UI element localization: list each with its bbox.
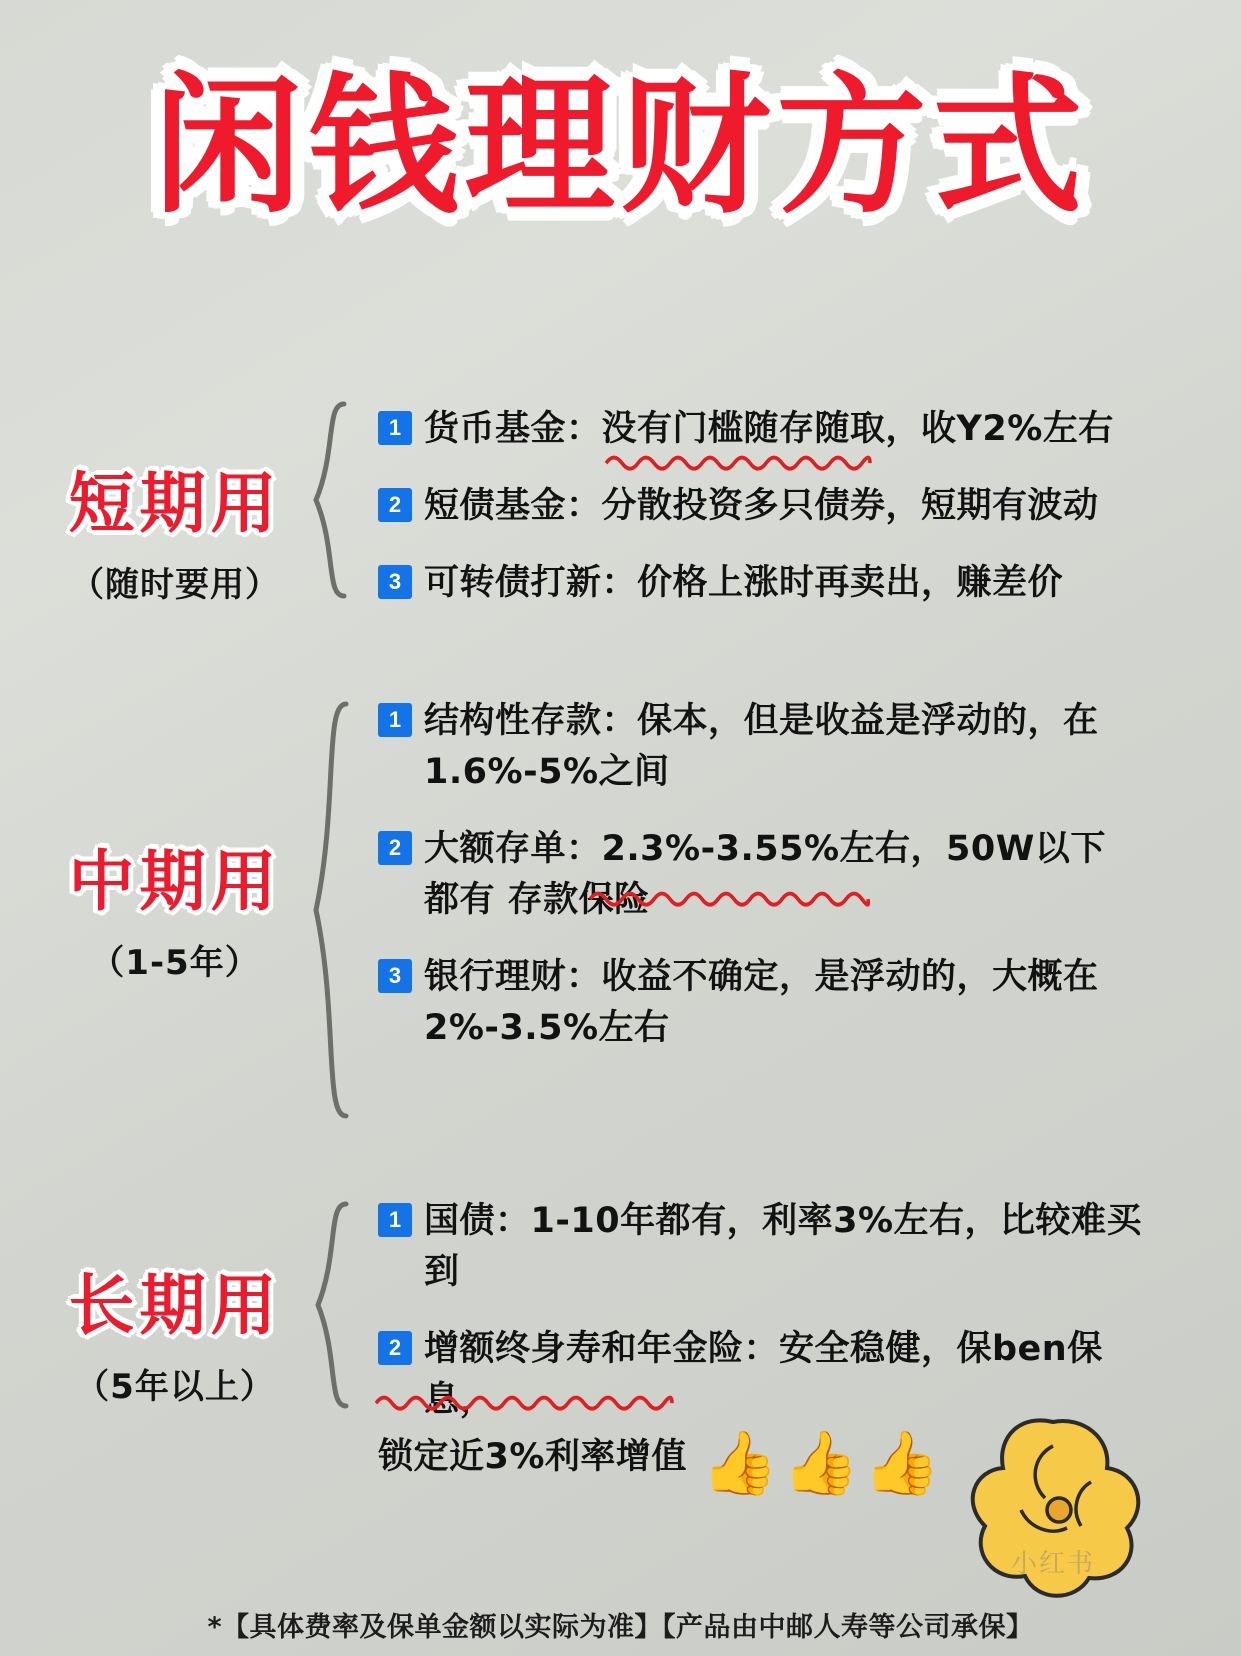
squiggle-underline <box>374 1392 674 1412</box>
list-item <box>378 1196 1148 1298</box>
thumbs-up-icon: 👍👍👍 <box>700 1426 945 1500</box>
flower-icon <box>941 1386 1171 1616</box>
item-text: 银行理财：收益不确定，是浮动的，大概在 2%-3.5%左右 <box>424 957 1099 1049</box>
brace-short-term <box>300 400 360 600</box>
item-text: 国债：1-10年都有，利率3%左右，比较难买到 <box>424 1201 1143 1293</box>
brace-long-term <box>302 1200 360 1410</box>
item-number: 2 <box>378 1331 412 1365</box>
item-text: 短债基金：分散投资多只债券，短期有波动 <box>424 486 1099 527</box>
watermark-secondary: 小红书 <box>1010 1549 1095 1579</box>
item-text: 大额存单：2.3%-3.55%左右，50W以下都有 存款保险 <box>424 829 1106 921</box>
list-item <box>378 952 1118 1054</box>
item-number: 2 <box>378 831 412 865</box>
item-text: 货币基金：没有门槛随存随取，收Y2%左右 <box>424 409 1114 449</box>
item-number: 2 <box>378 488 412 522</box>
list-item <box>378 824 1118 926</box>
section-label-mid-term <box>30 828 320 984</box>
section-sublabel-text: （1-5年） <box>90 943 260 983</box>
section-label-long-term <box>30 1252 320 1408</box>
squiggle-underline <box>588 888 870 908</box>
section-label-text: 长期用 <box>68 1267 282 1344</box>
list-item <box>378 558 1198 609</box>
brace-mid-term <box>300 700 360 1120</box>
page-title: 闲钱理财方式 <box>152 60 1089 234</box>
section-sublabel-text: （随时要用） <box>70 565 280 605</box>
item-number: 1 <box>378 703 412 737</box>
section-sublabel-text: （5年以上） <box>75 1367 275 1407</box>
item-number: 3 <box>378 959 412 993</box>
item-number: 3 <box>378 565 412 599</box>
list-item <box>378 404 1198 455</box>
section-items-short-term <box>378 404 1198 635</box>
list-item <box>378 481 1198 532</box>
item-number: 1 <box>378 411 412 445</box>
list-item <box>378 696 1118 798</box>
item-text: 锁定近3%利率增值 <box>378 1437 687 1478</box>
item-text: 增额终身寿和年金险：安全稳健，保ben保息， <box>424 1329 1103 1421</box>
item-text: 结构性存款：保本，但是收益是浮动的，在 1.6%-5%之间 <box>424 701 1099 793</box>
section-label-short-term <box>30 450 320 606</box>
item-text: 可转债打新：价格上涨时再卖出，赚差价 <box>424 563 1064 604</box>
footer-disclaimer: *【具体费率及保单金额以实际为准】【产品由中邮人寿等公司承保】 <box>207 1612 1034 1643</box>
squiggle-underline <box>604 452 872 472</box>
section-label-text: 短期用 <box>68 465 282 542</box>
item-number: 1 <box>378 1203 412 1237</box>
section-label-text: 中期用 <box>68 843 282 920</box>
